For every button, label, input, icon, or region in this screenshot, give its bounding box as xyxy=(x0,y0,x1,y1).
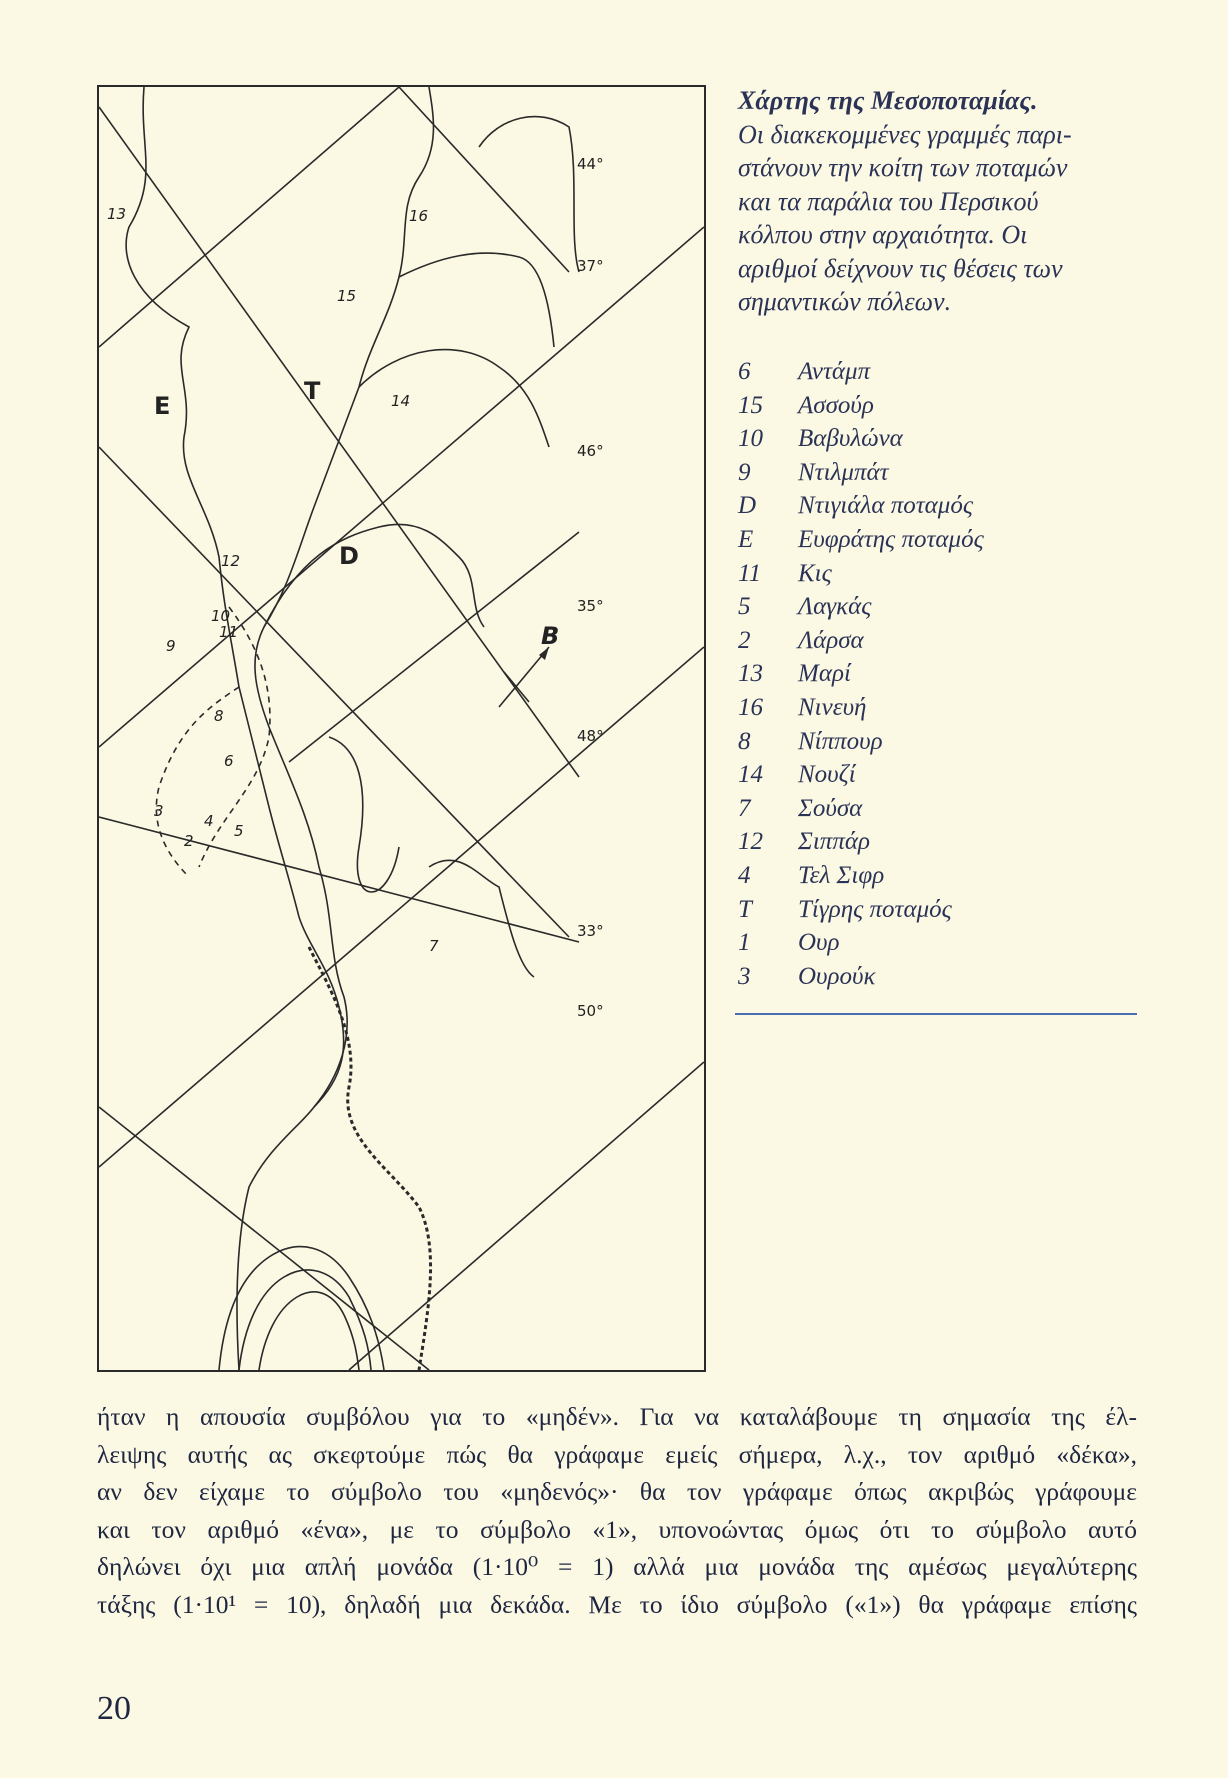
legend-row xyxy=(738,389,1138,423)
legend-name: Τελ Σιφρ xyxy=(798,861,885,889)
tributary xyxy=(399,253,554,347)
legend-key: 14 xyxy=(738,761,763,789)
tigris-label: T xyxy=(304,377,321,405)
legend-key: 12 xyxy=(738,828,763,856)
map-legend xyxy=(738,355,1138,993)
legend-name: Νουζί xyxy=(798,761,856,789)
legend-row xyxy=(738,725,1138,759)
degree-label: 50° xyxy=(577,1002,604,1020)
legend-name: Ουρούκ xyxy=(798,962,876,990)
legend-row xyxy=(738,422,1138,456)
map-drawing xyxy=(99,87,704,1370)
legend-row xyxy=(738,960,1138,994)
euphrates-river xyxy=(126,87,344,1370)
legend-row xyxy=(738,624,1138,658)
degree-label: 46° xyxy=(577,442,604,460)
legend-name: Λαγκάς xyxy=(798,593,872,621)
city-label-mari: 13 xyxy=(107,205,127,223)
grid-line xyxy=(99,1107,429,1370)
city-label-sippar: 12 xyxy=(221,552,241,570)
body-line: αν δεν είχαμε το σύμβολο του «μηδενός»· θα τον γράφαμε όπως ακριβώς γράφουμε xyxy=(97,1477,1137,1507)
tributary xyxy=(479,117,579,272)
tributary xyxy=(329,737,399,892)
degree-label: 33° xyxy=(577,922,604,940)
legend-name: Κις xyxy=(798,559,832,587)
gulf-contour xyxy=(239,1270,371,1370)
legend-key: 10 xyxy=(738,425,763,453)
legend-name: Ευφράτης ποταμός xyxy=(798,525,984,553)
legend-key: E xyxy=(738,525,754,553)
legend-row xyxy=(738,657,1138,691)
grid-line xyxy=(99,647,704,1167)
legend-name: Σούσα xyxy=(798,794,863,822)
body-line: δηλώνει όχι μια απλή μονάδα (1·10⁰ = 1) αλλά μια μονάδα της αμέσως μεγαλύτερης xyxy=(97,1552,1137,1582)
caption-line: και τα παράλια του Περσικού xyxy=(738,186,1039,216)
caption-line: σημαντικών πόλεων. xyxy=(738,287,952,316)
legend-row xyxy=(738,859,1138,893)
grid-line xyxy=(99,817,579,942)
city-label-assur: 15 xyxy=(337,287,357,305)
city-label-larsa: 2 xyxy=(184,832,194,850)
legend-row xyxy=(738,825,1138,859)
diyala-river xyxy=(264,524,484,627)
legend-name: Λάρσα xyxy=(798,626,864,654)
legend-row xyxy=(738,557,1138,591)
city-label-nippur: 8 xyxy=(214,707,224,725)
grid-line xyxy=(399,87,569,272)
legend-name: Ασσούρ xyxy=(798,391,874,419)
legend-name: Μαρί xyxy=(798,660,851,688)
legend-row xyxy=(738,590,1138,624)
degree-label: 44° xyxy=(577,155,604,173)
map-caption xyxy=(738,84,1138,319)
caption-line: στάνουν την κοίτη των ποταμών xyxy=(738,153,1068,182)
city-label-lagash: 5 xyxy=(234,822,244,840)
caption-title: Χάρτης της Μεσοποταμίας. xyxy=(738,86,1038,115)
degree-label: 35° xyxy=(577,597,604,615)
legend-name: Τίγρης ποταμός xyxy=(798,895,952,923)
legend-key: T xyxy=(738,895,752,923)
mesopotamia-map xyxy=(97,85,706,1372)
city-label-tell-sifr: 4 xyxy=(204,812,214,830)
legend-key: 6 xyxy=(738,358,751,385)
legend-row xyxy=(738,893,1138,927)
legend-key: 5 xyxy=(738,593,751,621)
legend-key: 16 xyxy=(738,693,763,721)
legend-row xyxy=(738,926,1138,960)
legend-row xyxy=(738,792,1138,826)
grid-line xyxy=(289,532,579,762)
city-label-adab: 6 xyxy=(224,752,234,770)
caption-line: Οι διακεκομμένες γραμμές παρι- xyxy=(738,119,1072,149)
grid-line xyxy=(99,447,569,937)
caption-line: κόλπου στην αρχαιότητα. Οι xyxy=(738,220,1028,249)
city-label-susa: 7 xyxy=(429,937,439,955)
tributary xyxy=(429,860,534,977)
grid-line xyxy=(349,1062,704,1370)
city-label-uruk: 3 xyxy=(154,802,164,820)
body-line: ήταν η απουσία συμβόλου για το «μηδέν». Για να καταλάβουμε τη σημασία της έλ- xyxy=(97,1402,1137,1431)
caption-line: αριθμοί δείχνουν τις θέσεις των xyxy=(738,253,1063,283)
legend-name: Αντάμπ xyxy=(798,358,871,385)
city-label-nuzi: 14 xyxy=(391,392,411,410)
legend-name: Νίππουρ xyxy=(798,727,883,755)
legend-name: Σιππάρ xyxy=(798,828,870,856)
legend-name: Ντιγιάλα ποταμός xyxy=(798,492,973,520)
legend-key: 11 xyxy=(738,559,762,587)
legend-key: 9 xyxy=(738,458,751,486)
degree-label: 48° xyxy=(577,727,604,745)
legend-key: 7 xyxy=(738,794,751,822)
legend-key: D xyxy=(738,492,757,520)
gulf-contour xyxy=(219,1247,384,1370)
legend-key: 15 xyxy=(738,391,763,419)
grid-line xyxy=(99,227,704,747)
city-label-babylon: 10 xyxy=(211,607,231,625)
legend-key: 3 xyxy=(738,962,751,990)
ancient-coastline xyxy=(309,947,431,1370)
page-number: 20 xyxy=(97,1690,131,1727)
body-line: λειψης αυτής ας σκεφτούμε πώς θα γράφαμε εμείς σήμερα, λ.χ., τον αριθμό «δέκα», xyxy=(97,1439,1137,1469)
degree-label: 37° xyxy=(577,257,604,275)
city-label-dilbat: 9 xyxy=(166,637,176,655)
euphrates-label: E xyxy=(154,392,171,420)
legend-row xyxy=(738,489,1138,523)
legend-name: Ουρ xyxy=(798,929,840,957)
legend-name: Βαβυλώνα xyxy=(798,425,903,453)
body-line: και τον αριθμό «ένα», με το σύμβολο «1», υπονοώντας όμως ότι το σύμβολο αυτό xyxy=(97,1514,1137,1544)
legend-name: Νινευή xyxy=(798,693,867,721)
legend-key: 1 xyxy=(738,929,751,957)
legend-divider xyxy=(735,1013,1137,1015)
legend-row xyxy=(738,456,1138,490)
legend-name: Ντιλμπάτ xyxy=(798,458,889,486)
legend-key: 13 xyxy=(738,660,763,688)
city-label-nineveh: 16 xyxy=(409,207,429,225)
tributary xyxy=(359,350,549,447)
legend-key: 8 xyxy=(738,727,751,755)
diyala-label: D xyxy=(339,542,359,570)
gulf-contour xyxy=(259,1292,359,1370)
legend-key: 4 xyxy=(738,861,751,889)
legend-row xyxy=(738,523,1138,557)
city-label-kish: 11 xyxy=(219,623,239,641)
legend-row xyxy=(738,355,1138,389)
legend-row xyxy=(738,758,1138,792)
north-arrow-label: B xyxy=(541,622,560,650)
ancient-river-course xyxy=(156,687,239,877)
legend-key: 2 xyxy=(738,626,751,654)
body-line: τάξης (1·10¹ = 10), δηλαδή μια δεκάδα. Με το ίδιο σύμβολο («1») θα γράφαμε επίσης xyxy=(97,1589,1137,1619)
body-paragraph xyxy=(97,1398,1137,1624)
legend-row xyxy=(738,691,1138,725)
